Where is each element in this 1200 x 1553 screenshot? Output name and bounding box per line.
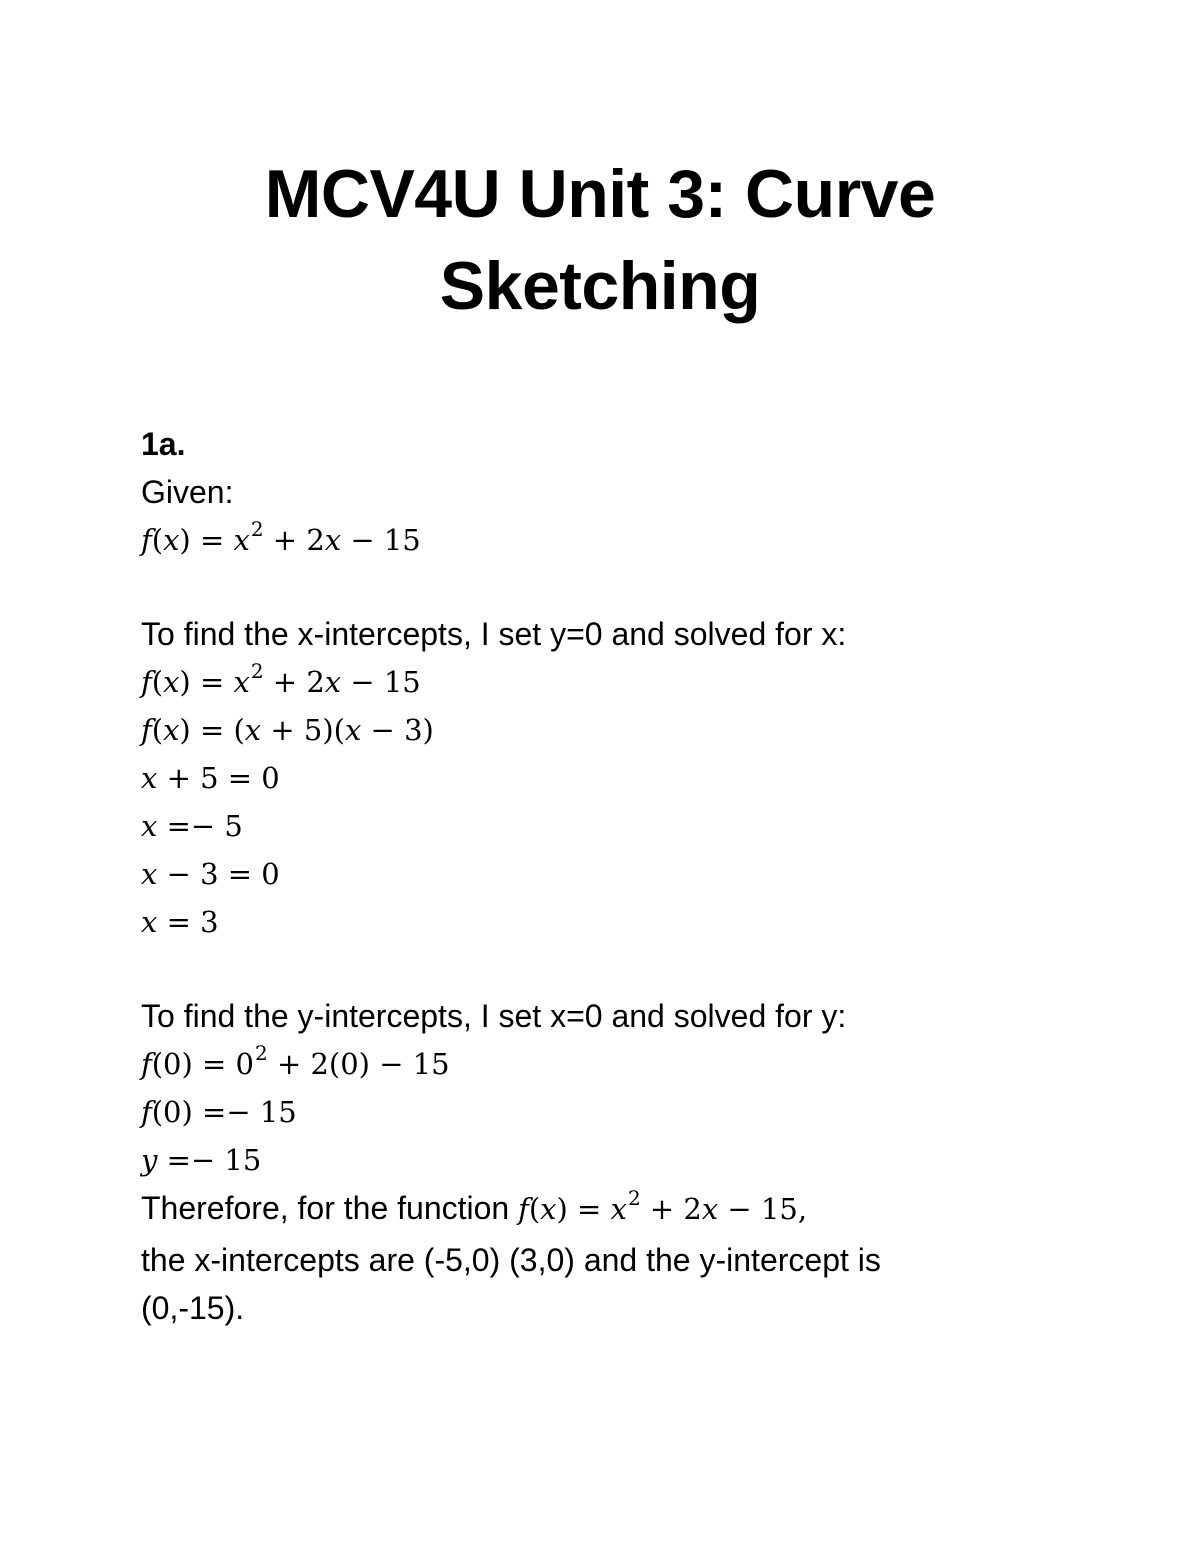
conclusion-line-3: (0,-15). (141, 1290, 245, 1326)
given-label: Given: (141, 474, 234, 510)
conclusion-line-2: the x-intercepts are (-5,0) (3,0) and the y-intercept is (141, 1242, 881, 1278)
x-intercepts-intro: To find the x-intercepts, I set y=0 and solved for x: (141, 616, 847, 652)
x-step-6: x = 3 (141, 905, 219, 939)
conclusion-function: $f(x) = x^2 + 2x - 15$, (518, 1186, 808, 1226)
given-equation: $f(x) = x^2 + 2x - 15$ (141, 517, 421, 557)
page-title (0, 148, 1200, 332)
x-intercepts-steps (141, 658, 1101, 946)
x-step-5: x − 3 = 0 (141, 857, 280, 891)
y-intercepts-intro: To find the y-intercepts, I set x=0 and solved for y: (141, 998, 847, 1034)
x-step-3: x + 5 = 0 (141, 761, 280, 795)
x-step-4: x =− 5 (141, 809, 243, 843)
y-intercepts-steps (141, 1040, 1101, 1184)
conclusion-prefix: Therefore, for the function (141, 1190, 519, 1226)
title-line-2: Sketching (439, 248, 761, 324)
question-number: 1a. (141, 426, 186, 462)
question-1a (141, 426, 1101, 1332)
conclusion (141, 1184, 1001, 1332)
x-step-2: f(x) = (x + 5)(x − 3) (141, 713, 434, 747)
conclusion-line-1 (141, 1184, 1001, 1236)
x-step-1: $f(x) = x^2 + 2x - 15$ (141, 659, 421, 699)
y-step-2: f(0) =− 15 (141, 1095, 297, 1129)
title-line-1: MCV4U Unit 3: Curve (264, 156, 936, 232)
y-step-3: y =− 15 (141, 1143, 262, 1177)
y-step-1: $f(0) = 0^2 + 2(0) - 15$ (141, 1041, 450, 1081)
